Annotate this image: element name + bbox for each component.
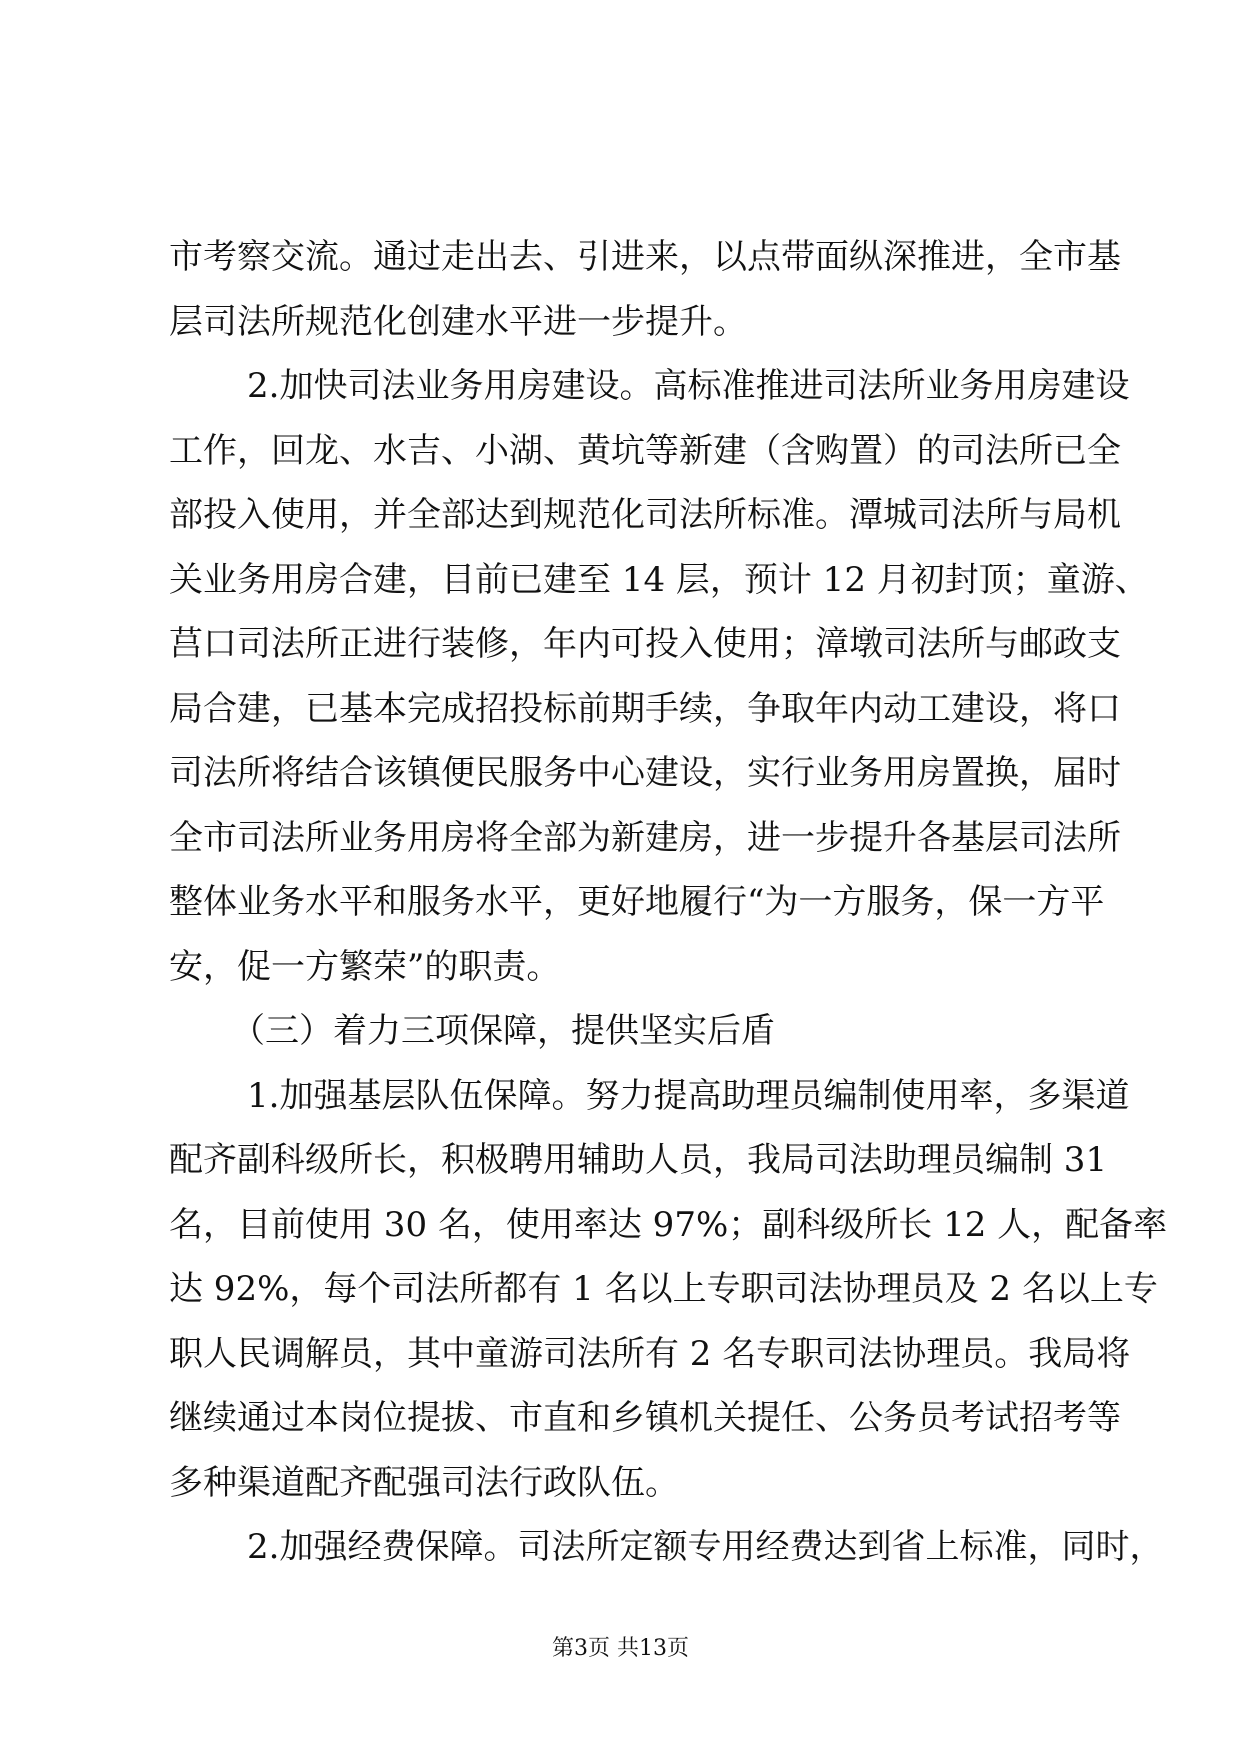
text-line: 层司法所规范化创建水平进一步提升。: [169, 301, 747, 342]
paragraph: [169, 1064, 1168, 1516]
text-line: 局合建，已基本完成招投标前期手续，争取年内动工建设，将口: [169, 688, 1121, 729]
text-line: 工作，回龙、水吉、小湖、黄坑等新建（含购置）的司法所已全: [169, 430, 1121, 471]
text-line: 关业务用房合建，目前已建至 14 层，预计 12 月初封顶；童游、: [169, 559, 1149, 600]
paragraph: [169, 354, 1149, 999]
paragraph: [169, 225, 1121, 354]
section-heading: [169, 999, 1094, 1064]
text-line: 安，促一方繁荣”的职责。: [169, 946, 561, 987]
text-line: 1.加强基层队伍保障。努力提高助理员编制使用率，多渠道: [247, 1075, 1130, 1116]
text-line: 整体业务水平和服务水平，更好地履行“为一方服务，保一方平: [169, 882, 1105, 922]
text-line: （三）着力三项保障，提供坚实后盾: [231, 1011, 775, 1051]
text-line: 司法所将结合该镇便民服务中心建设，实行业务用房置换，届时: [169, 753, 1121, 793]
text-line: 莒口司法所正进行装修，年内可投入使用；漳墩司法所与邮政支: [169, 624, 1121, 664]
text-line: 达 92%，每个司法所都有 1 名以上专职司法协理员及 2 名以上专: [169, 1269, 1158, 1309]
paragraph: [169, 1515, 1164, 1580]
text-line: 市考察交流。通过走出去、引进来，以点带面纵深推进，全市基: [169, 237, 1121, 277]
text-line: 2.加快司法业务用房建设。高标准推进司法所业务用房建设: [247, 366, 1130, 406]
document-body: [169, 225, 1168, 1580]
text-line: 2.加强经费保障。司法所定额专用经费达到省上标准，同时，: [247, 1527, 1164, 1567]
text-line: 全市司法所业务用房将全部为新建房，进一步提升各基层司法所: [169, 817, 1121, 858]
text-line: 职人民调解员，其中童游司法所有 2 名专职司法协理员。我局将: [169, 1333, 1131, 1374]
text-line: 配齐副科级所长，积极聘用辅助人员，我局司法助理员编制 31: [169, 1140, 1108, 1180]
text-line: 部投入使用，并全部达到规范化司法所标准。潭城司法所与局机: [169, 495, 1121, 535]
text-line: 多种渠道配齐配强司法行政队伍。: [169, 1462, 679, 1503]
page-footer: 第3页 共13页: [552, 1636, 689, 1661]
text-line: 名，目前使用 30 名，使用率达 97%；副科级所长 12 人，配备率: [169, 1204, 1168, 1245]
text-line: 继续通过本岗位提拔、市直和乡镇机关提任、公务员考试招考等: [169, 1398, 1121, 1438]
